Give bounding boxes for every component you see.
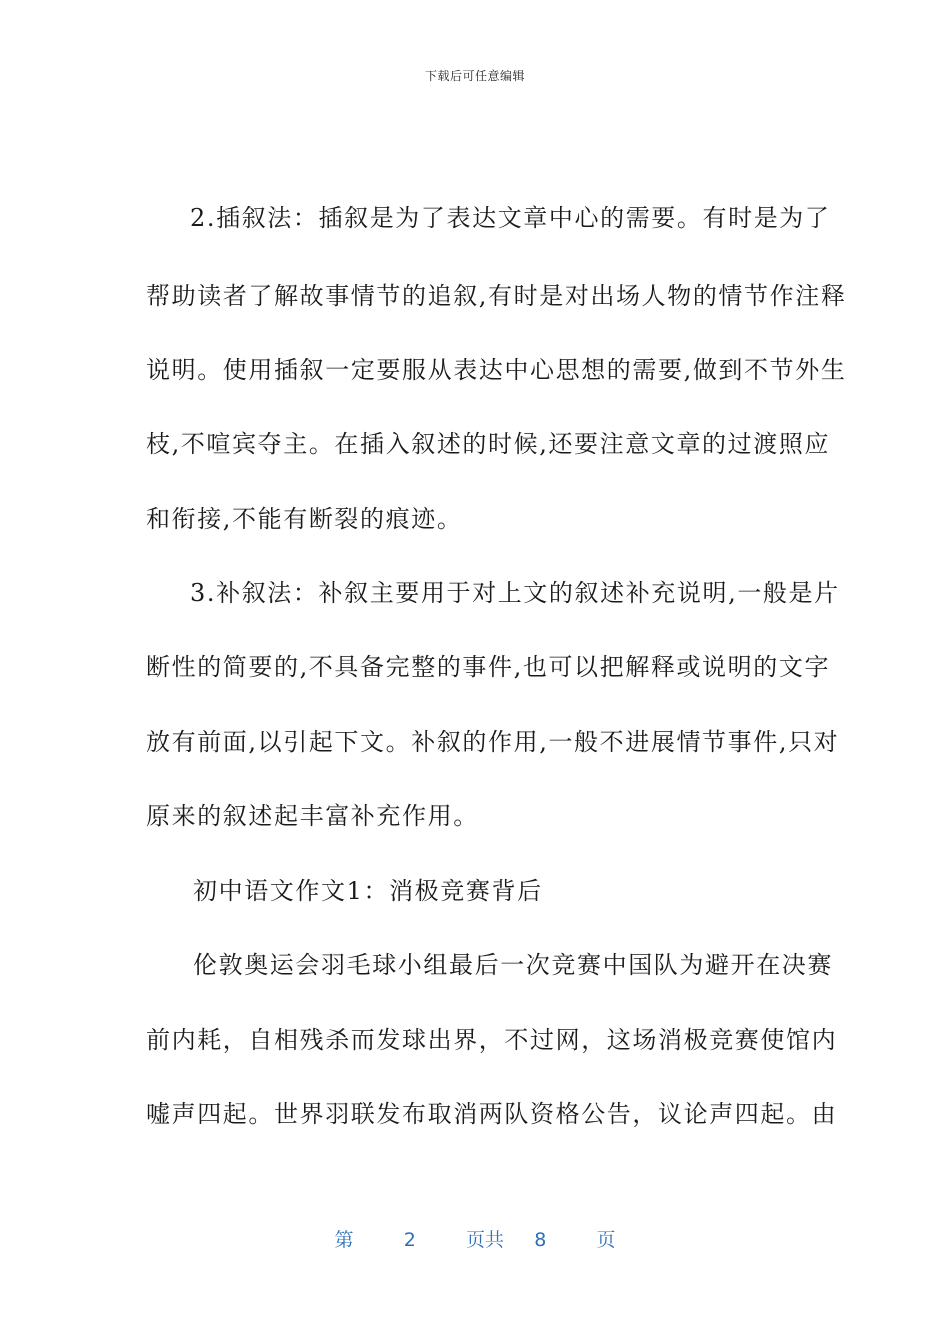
footer-total-pages: 8: [534, 1229, 547, 1251]
footer-label-of-total: 页共: [466, 1229, 505, 1251]
paragraph-line: 原来的叙述起丰富补充作用。: [146, 802, 479, 830]
paragraph-line: 伦敦奥运会羽毛球小组最后一次竞赛中国队为避开在决赛: [193, 951, 833, 979]
footer-label-end: 页: [596, 1229, 616, 1251]
paragraph-line: 嘘声四起。世界羽联发布取消两队资格公告，议论声四起。由: [146, 1100, 838, 1128]
paragraph-line: 说明。使用插叙一定要服从表达中心思想的需要,做到不节外生: [146, 356, 847, 384]
header-note: 下载后可任意编辑: [424, 69, 525, 83]
paragraph-line: 枝,不喧宾夺主。在插入叙述的时候,还要注意文章的过渡照应: [146, 430, 831, 458]
paragraph-line: 断性的简要的,不具备完整的事件,也可以把解释或说明的文字: [146, 653, 831, 681]
footer-label-page: 第: [334, 1229, 354, 1251]
paragraph-line: 和衔接,不能有断裂的痕迹。: [146, 505, 463, 533]
section-heading: 初中语文作文1：消极竞赛背后: [193, 877, 543, 905]
page-footer: [0, 1225, 950, 1252]
paragraph-line: 放有前面,以引起下文。补叙的作用,一般不进展情节事件,只对: [146, 728, 840, 756]
paragraph-line: 前内耗，自相残杀而发球出界，不过网，这场消极竞赛使馆内: [146, 1026, 838, 1054]
paragraph-line: 帮助读者了解故事情节的追叙,有时是对出场人物的情节作注释: [146, 282, 847, 310]
paragraph-line: 3.补叙法：补叙主要用于对上文的叙述补充说明,一般是片: [190, 579, 840, 607]
paragraph-line: 2.插叙法：插叙是为了表达文章中心的需要。有时是为了: [190, 204, 831, 232]
footer-current-page: 2: [403, 1229, 416, 1251]
